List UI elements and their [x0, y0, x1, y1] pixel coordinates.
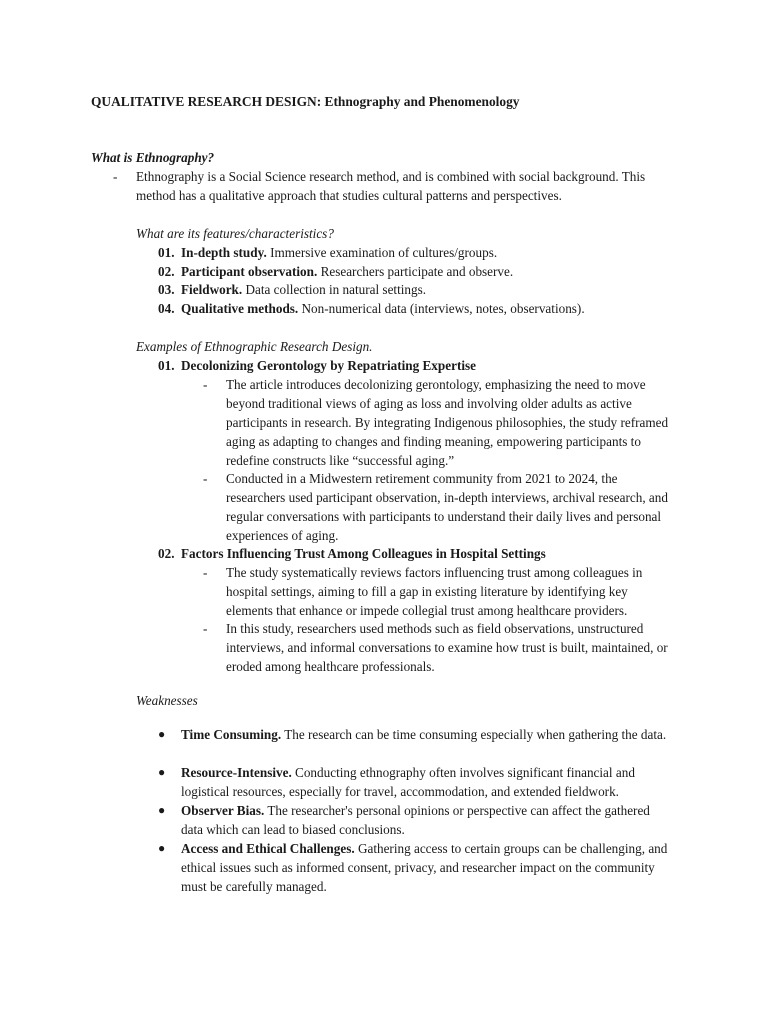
feature-number: 03. [158, 282, 175, 297]
weakness-item [181, 725, 673, 744]
examples-heading: Examples of Ethnographic Research Design. [136, 339, 373, 354]
feature-number: 01. [158, 245, 175, 260]
feature-item [158, 243, 497, 262]
bullet-dash: - [203, 471, 208, 486]
weakness-text: The research can be time consuming especially when gathering the data. [281, 727, 667, 742]
intro-dash: - [113, 169, 118, 184]
weakness-item [181, 763, 673, 801]
weakness-item [181, 801, 673, 839]
feature-item [158, 262, 513, 281]
example-bullet: The article introduces decolonizing gerontology, emphasizing the need to move beyond traditional views of aging as loss and involving older adults as active participants in research. By integrating Indigenous philosophies, the study reframed aging as adapting to changes and finding meaning, empowering participants to redefine constructs like “successful aging.” [226, 377, 669, 468]
example-bullet: In this study, researchers used methods such as field observations, unstructured interviews, and informal conversations to examine how trust is built, maintained, or eroded among healthcare professionals. [226, 621, 668, 674]
bullet-dash: - [203, 377, 208, 392]
feature-label: Participant observation. [181, 264, 318, 279]
section-heading: What is Ethnography? [91, 150, 215, 165]
feature-text: Researchers participate and observe. [317, 264, 514, 279]
example-bullet: Conducted in a Midwestern retirement community from 2021 to 2024, the researchers used participant observation, in-depth interviews, archival research, and regular conversations with participants to understand their daily lives and personal experiences of aging. [226, 471, 668, 543]
example-title-text: Factors Influencing Trust Among Colleagues in Hospital Settings [181, 546, 546, 561]
document-title: QUALITATIVE RESEARCH DESIGN: Ethnography and Phenomenology [91, 94, 520, 109]
feature-label: In-depth study. [181, 245, 267, 260]
weakness-label: Observer Bias. [181, 803, 265, 818]
weakness-text: Conducting ethnography often involves significant financial and logistical resources, especially for travel, accommodation, and extended fieldwork. [181, 765, 635, 799]
weakness-label: Access and Ethical Challenges. [181, 841, 355, 856]
example-title [158, 544, 546, 563]
weakness-text: The researcher's personal opinions or perspective can affect the gathered data which can lead to biased conclusions. [181, 803, 650, 837]
feature-item [158, 280, 426, 299]
weakness-label: Time Consuming. [181, 727, 282, 742]
bullet-dot: ● [158, 803, 166, 817]
weakness-text: Gathering access to certain groups can be challenging, and ethical issues such as informed consent, privacy, and researcher impact on the community must be carefully managed. [181, 841, 668, 894]
feature-text: Immersive examination of cultures/groups. [266, 245, 498, 260]
bullet-dash: - [203, 565, 208, 580]
example-bullet: The study systematically reviews factors influencing trust among colleagues in hospital settings, aiming to fill a gap in existing literature by identifying key elements that enhance or impede collegial trust among healthcare providers. [226, 565, 643, 618]
example-title-text: Decolonizing Gerontology by Repatriating Expertise [181, 358, 476, 373]
example-number: 01. [158, 358, 175, 373]
example-title [158, 356, 476, 375]
feature-label: Fieldwork. [181, 282, 243, 297]
intro-paragraph: Ethnography is a Social Science research method, and is combined with social background. This method has a qualitative approach that studies cultural patterns and perspectives. [136, 169, 646, 203]
bullet-dot: ● [158, 727, 166, 741]
features-heading: What are its features/characteristics? [136, 226, 334, 241]
example-number: 02. [158, 546, 175, 561]
feature-number: 02. [158, 264, 175, 279]
feature-label: Qualitative methods. [181, 301, 299, 316]
bullet-dot: ● [158, 765, 166, 779]
bullet-dot: ● [158, 841, 166, 855]
weaknesses-heading: Weaknesses [136, 693, 198, 708]
feature-text: Data collection in natural settings. [242, 282, 427, 297]
feature-item [158, 299, 585, 318]
feature-text: Non-numerical data (interviews, notes, observations). [298, 301, 585, 316]
weakness-label: Resource-Intensive. [181, 765, 292, 780]
bullet-dash: - [203, 621, 208, 636]
weakness-item [181, 839, 673, 896]
feature-number: 04. [158, 301, 175, 316]
